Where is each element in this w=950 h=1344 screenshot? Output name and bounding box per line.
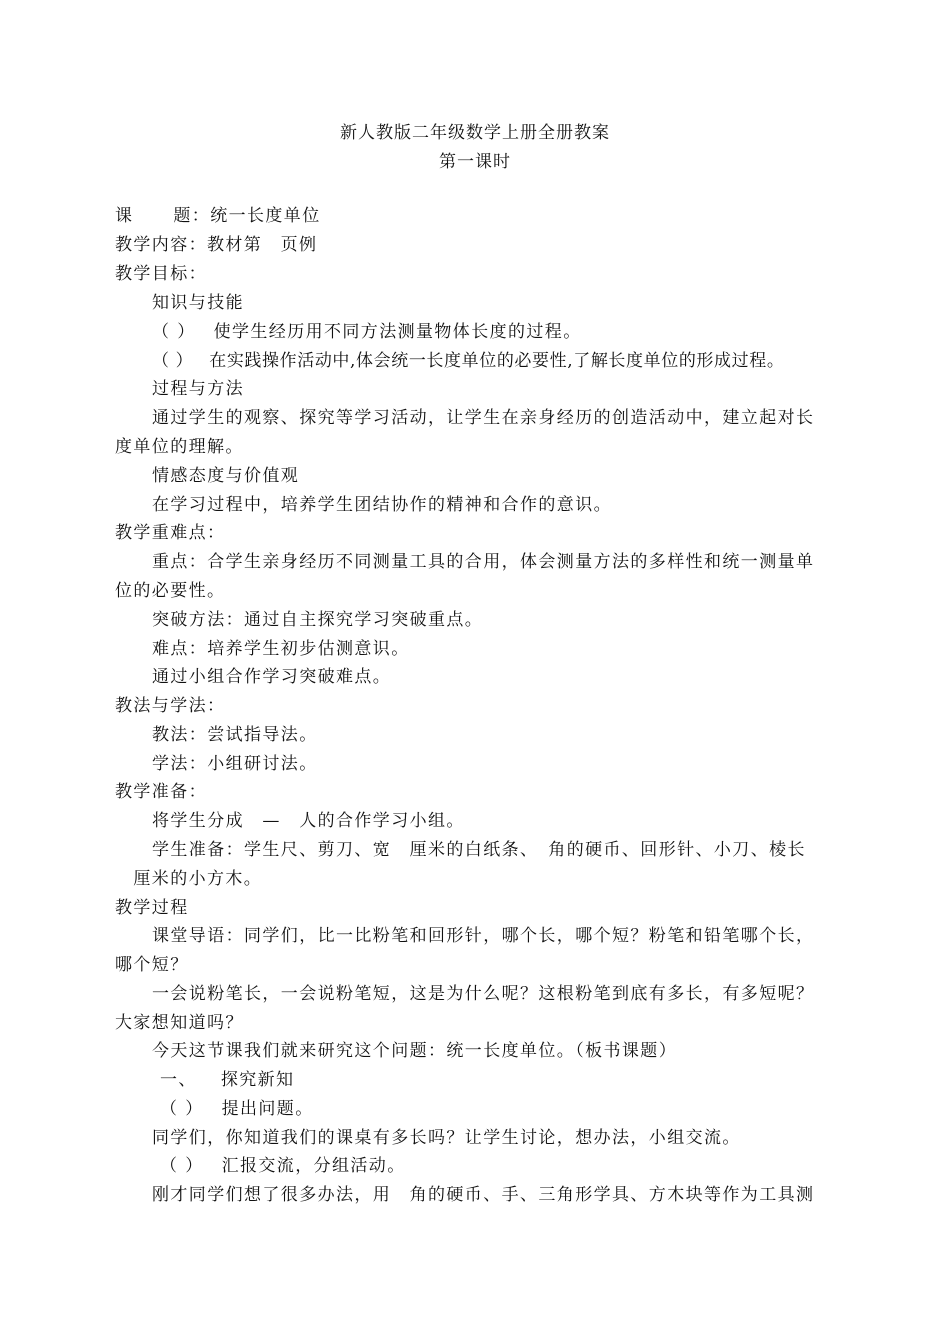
process-line-1: 通过学生的观察、探究等学习活动，让学生在亲身经历的创造活动中，建立起对长 xyxy=(152,408,815,428)
desk-line: 同学们，你知道我们的课桌有多长吗？让学生讨论，想办法，小组交流。 xyxy=(152,1128,741,1148)
section-1-mark: 一、 xyxy=(160,1070,197,1090)
emotion-heading: 情感态度与价值观 xyxy=(152,466,300,486)
document-subtitle: 第一课时 xyxy=(439,152,511,172)
prep-students-line-1: 学生准备：学生尺、剪刀、宽 厘米的白纸条、 角的硬币、回形针、小刀、棱长 xyxy=(152,840,806,860)
process-heading: 过程与方法 xyxy=(152,379,244,399)
goal-2 xyxy=(152,350,784,372)
prep-students-line-2: 厘米的小方木。 xyxy=(115,869,263,889)
goal-2-text: 在实践操作活动中,体会统一长度单位的必要性,了解长度单位的形成过程。 xyxy=(209,351,785,371)
question-line-1: 一会说粉笔长，一会说粉笔短，这是为什么呢？这根粉笔到底有多长，有多短呢？ xyxy=(152,984,815,1004)
method-heading: 教法与学法： xyxy=(115,696,226,716)
last-line: 刚才同学们想了很多办法，用 角的硬币、手、三角形学具、方木块等作为工具测 xyxy=(152,1185,815,1205)
today-line: 今天这节课我们就来研究这个问题：统一长度单位。（板书课题） xyxy=(152,1041,678,1061)
step-1 xyxy=(160,1098,314,1120)
teach-method: 教法：尝试指导法。 xyxy=(152,725,318,745)
subject-label: 课 xyxy=(115,206,134,226)
subject-value: 题：统一长度单位 xyxy=(173,206,321,226)
key-heading: 教学重难点： xyxy=(115,523,226,543)
subject-line xyxy=(115,205,321,227)
step-2-text: 汇报交流，分组活动。 xyxy=(221,1156,406,1176)
process-main-heading: 教学过程 xyxy=(115,898,189,918)
document-title: 新人教版二年级数学上册全册教案 xyxy=(340,123,610,143)
section-1-text: 探究新知 xyxy=(220,1070,295,1090)
goal-1-text: 使学生经历用不同方法测量物体长度的过程。 xyxy=(213,322,582,342)
prep-heading: 教学准备： xyxy=(115,782,207,802)
goal-2-mark: （ ） xyxy=(152,351,194,371)
step-2-mark: （ ） xyxy=(160,1156,204,1176)
difficulty-line: 难点：培养学生初步估测意识。 xyxy=(152,639,410,659)
step-2 xyxy=(160,1155,406,1177)
emotion-text: 在学习过程中，培养学生团结协作的精神和合作的意识。 xyxy=(152,495,612,515)
question-line-2: 大家想知道吗？ xyxy=(115,1013,244,1033)
goal-1-mark: （ ） xyxy=(152,322,196,342)
learn-method: 学法：小组研讨法。 xyxy=(152,754,318,774)
process-line-2: 度单位的理解。 xyxy=(115,437,244,457)
content-line: 教学内容：教材第 页例 xyxy=(115,235,318,255)
key-line-2: 位的必要性。 xyxy=(115,581,226,601)
step-1-text: 提出问题。 xyxy=(221,1099,314,1119)
goal-1 xyxy=(152,321,582,343)
knowledge-heading: 知识与技能 xyxy=(152,293,244,313)
goals-heading: 教学目标： xyxy=(115,264,207,284)
breakthrough-1: 突破方法：通过自主探究学习突破重点。 xyxy=(152,610,484,630)
intro-line-1: 课堂导语：同学们，比一比粉笔和回形针，哪个长，哪个短？粉笔和铅笔哪个长， xyxy=(152,926,815,946)
key-line-1: 重点：合学生亲身经历不同测量工具的合用，体会测量方法的多样性和统一测量单 xyxy=(152,552,815,572)
prep-groups: 将学生分成 — 人的合作学习小组。 xyxy=(152,811,465,831)
step-1-mark: （ ） xyxy=(160,1099,204,1119)
breakthrough-2: 通过小组合作学习突破难点。 xyxy=(152,667,392,687)
section-1 xyxy=(160,1069,294,1091)
intro-line-2: 哪个短？ xyxy=(115,955,189,975)
